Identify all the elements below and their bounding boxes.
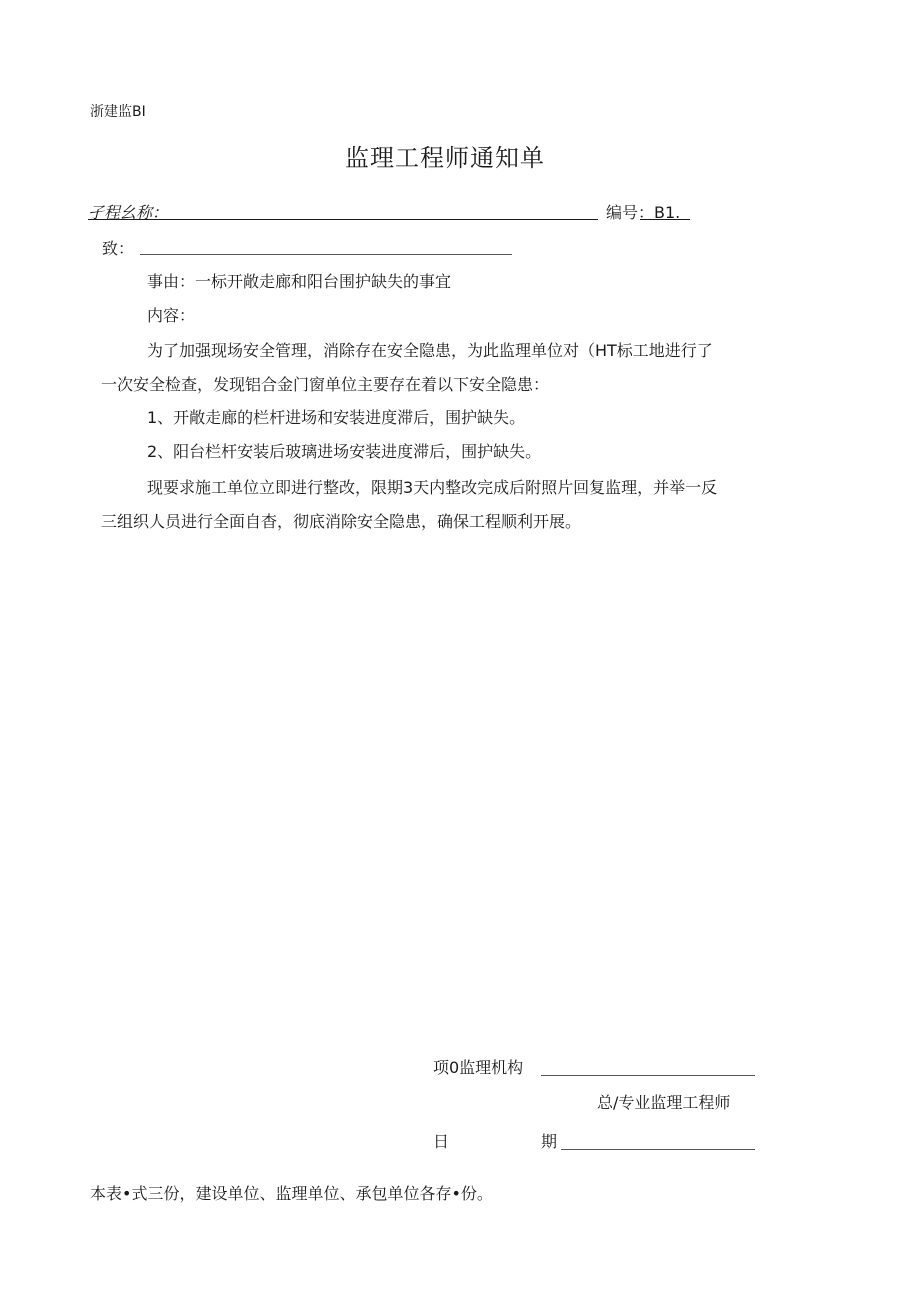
document-title: 监理工程师通知单 [345, 144, 545, 172]
footnote: 本表•式三份，建设单位、监理单位、承包单位各存•份。 [90, 1184, 493, 1203]
date-label-period: 期 [541, 1132, 558, 1151]
date-label-day: 日 [433, 1132, 450, 1151]
recipient-underline [140, 254, 512, 255]
paragraph-2-line-2: 三组织人员进行全面自杳，彻底消除安全隐患，确保工程顺利开展。 [101, 512, 582, 531]
paragraph-2-line-1: 现要求施工单位立即进行整改，限期3天内整改完成后附照片回复监理，并举一反 [147, 478, 718, 497]
content-label: 内容： [147, 306, 196, 325]
project-name-label: 孑程幺称： [88, 203, 169, 222]
serial-number-underline [640, 219, 690, 220]
issue-item-2: 2、阳台栏杆安装后玻璃进场安装进度滞后，围护缺失。 [147, 442, 542, 461]
issue-item-1: 1、开敞走廊的栏杆进场和安装进度滞后，围护缺失。 [147, 408, 526, 427]
date-underline [561, 1149, 755, 1150]
serial-number-label: 编号：B1. [606, 203, 681, 222]
supervising-engineer-label: 总/专业监理工程师 [597, 1093, 731, 1112]
paragraph-1-line-1: 为了加强现场安全管理，消除存在安全隐患，为此监理单位对（HT标工地进行了 [147, 341, 713, 360]
supervision-org-underline [541, 1075, 755, 1076]
supervision-org-label: 项0监理机构 [433, 1058, 524, 1077]
subject-line: 事由：一标开敞走廊和阳台围护缺失的事宜 [147, 272, 452, 291]
project-name-underline [88, 219, 598, 220]
form-code: 浙建监BI [90, 104, 146, 120]
paragraph-1-line-2: 一次安全检查，发现铝合金门窗单位主要存在着以下安全隐患： [101, 375, 550, 394]
recipient-label: 致： [102, 239, 135, 258]
